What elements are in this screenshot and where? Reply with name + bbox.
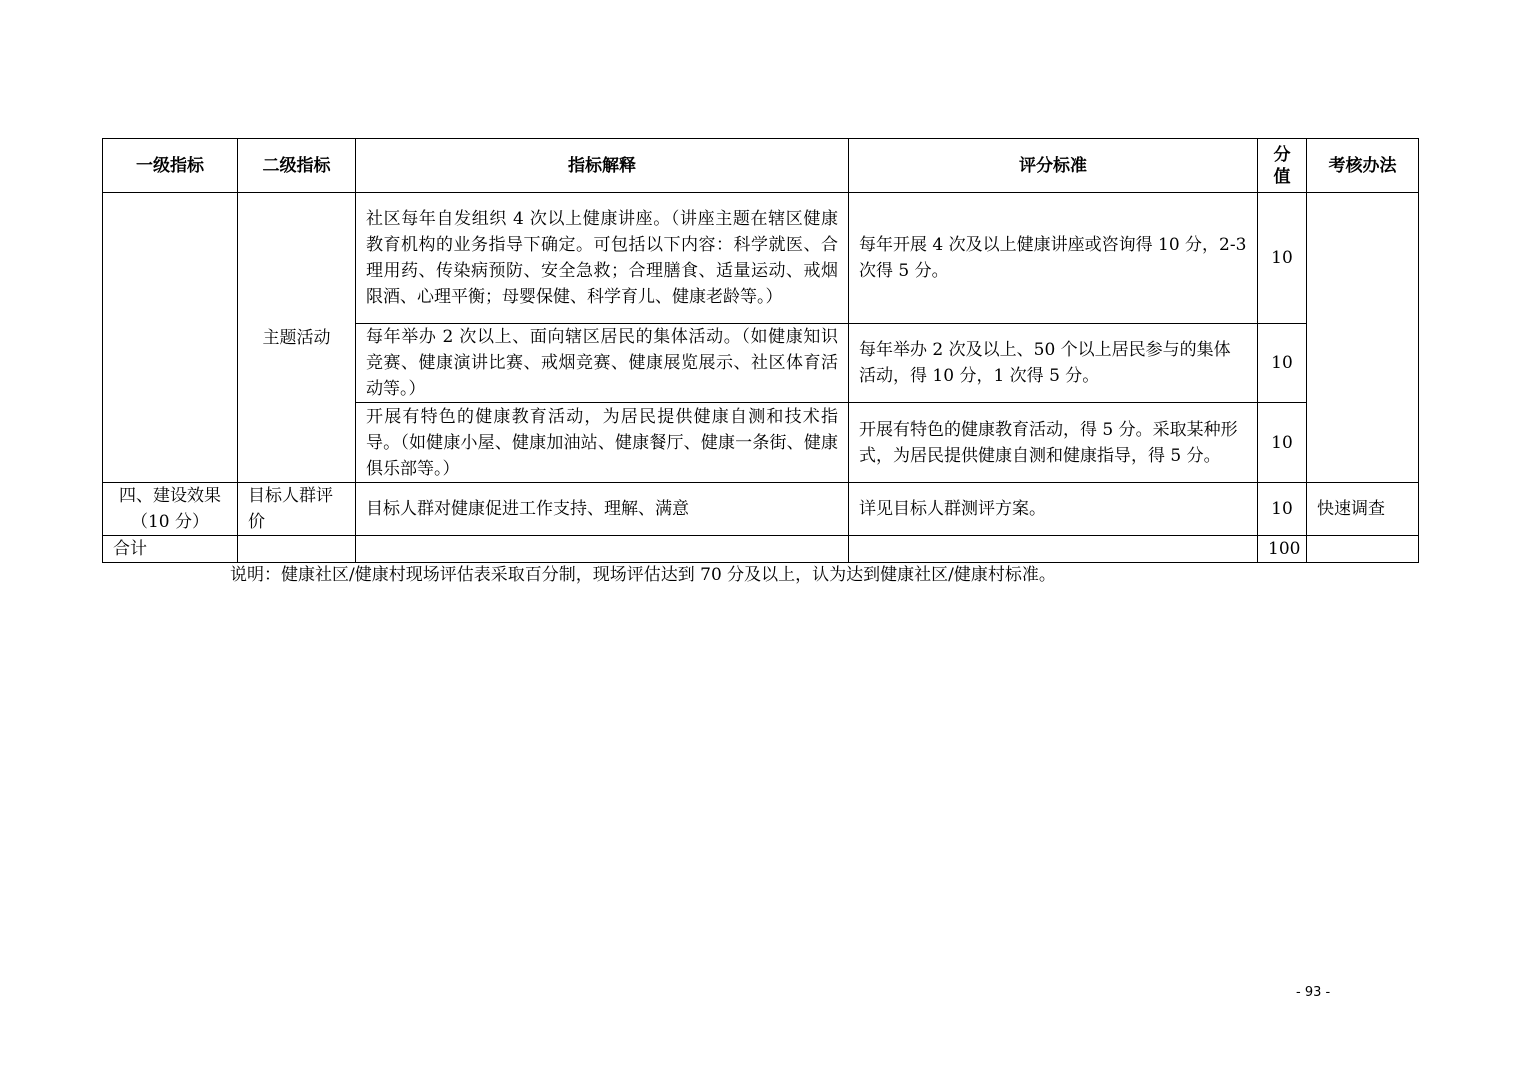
header-criteria: 评分标准 [849, 139, 1258, 193]
table-header-row [103, 139, 1419, 193]
table-row [103, 193, 1419, 324]
empty-cell [356, 536, 849, 563]
header-level1: 一级指标 [103, 139, 238, 193]
cell-method [1307, 193, 1419, 483]
cell-criteria: 每年举办 2 次及以上、50 个以上居民参与的集体活动，得 10 分，1 次得 5 分。 [849, 324, 1258, 403]
header-score: 分值 [1258, 139, 1307, 193]
empty-cell [238, 536, 356, 563]
cell-score: 10 [1258, 193, 1307, 324]
cell-explain: 每年举办 2 次以上、面向辖区居民的集体活动。（如健康知识竞赛、健康演讲比赛、戒烟竞赛、健康展览展示、社区体育活动等。） [356, 324, 849, 403]
total-score: 100 [1258, 536, 1307, 563]
cell-score: 10 [1258, 403, 1307, 483]
cell-criteria: 详见目标人群测评方案。 [849, 483, 1258, 536]
cell-criteria: 每年开展 4 次及以上健康讲座或咨询得 10 分，2-3 次得 5 分。 [849, 193, 1258, 324]
cell-criteria: 开展有特色的健康教育活动，得 5 分。采取某种形式，为居民提供健康自测和健康指导，得 5 分。 [849, 403, 1258, 483]
empty-cell [849, 536, 1258, 563]
table-row [103, 483, 1419, 536]
cell-score: 10 [1258, 324, 1307, 403]
cell-level2: 目标人群评价 [238, 483, 356, 536]
cell-level2: 主题活动 [238, 193, 356, 483]
cell-level1: 四、建设效果（10 分） [103, 483, 238, 536]
total-label: 合计 [103, 536, 238, 563]
evaluation-table [102, 138, 1419, 563]
cell-method: 快速调查 [1307, 483, 1419, 536]
header-level2: 二级指标 [238, 139, 356, 193]
cell-explain: 目标人群对健康促进工作支持、理解、满意 [356, 483, 849, 536]
page-number: - 93 - [1296, 985, 1331, 1000]
total-row [103, 536, 1419, 563]
table-note: 说明：健康社区/健康村现场评估表采取百分制，现场评估达到 70 分及以上，认为达到健康社区/健康村标准。 [230, 565, 1056, 585]
header-method: 考核办法 [1307, 139, 1419, 193]
cell-level1 [103, 193, 238, 483]
empty-cell [1307, 536, 1419, 563]
cell-explain: 开展有特色的健康教育活动，为居民提供健康自测和技术指导。（如健康小屋、健康加油站、健康餐厅、健康一条街、健康俱乐部等。） [356, 403, 849, 483]
cell-explain: 社区每年自发组织 4 次以上健康讲座。（讲座主题在辖区健康教育机构的业务指导下确定。可包括以下内容：科学就医、合理用药、传染病预防、安全急救；合理膳食、适量运动、戒烟限酒、心理平衡；母婴保健、科学育儿、健康老龄等。） [356, 193, 849, 324]
header-explain: 指标解释 [356, 139, 849, 193]
cell-score: 10 [1258, 483, 1307, 536]
